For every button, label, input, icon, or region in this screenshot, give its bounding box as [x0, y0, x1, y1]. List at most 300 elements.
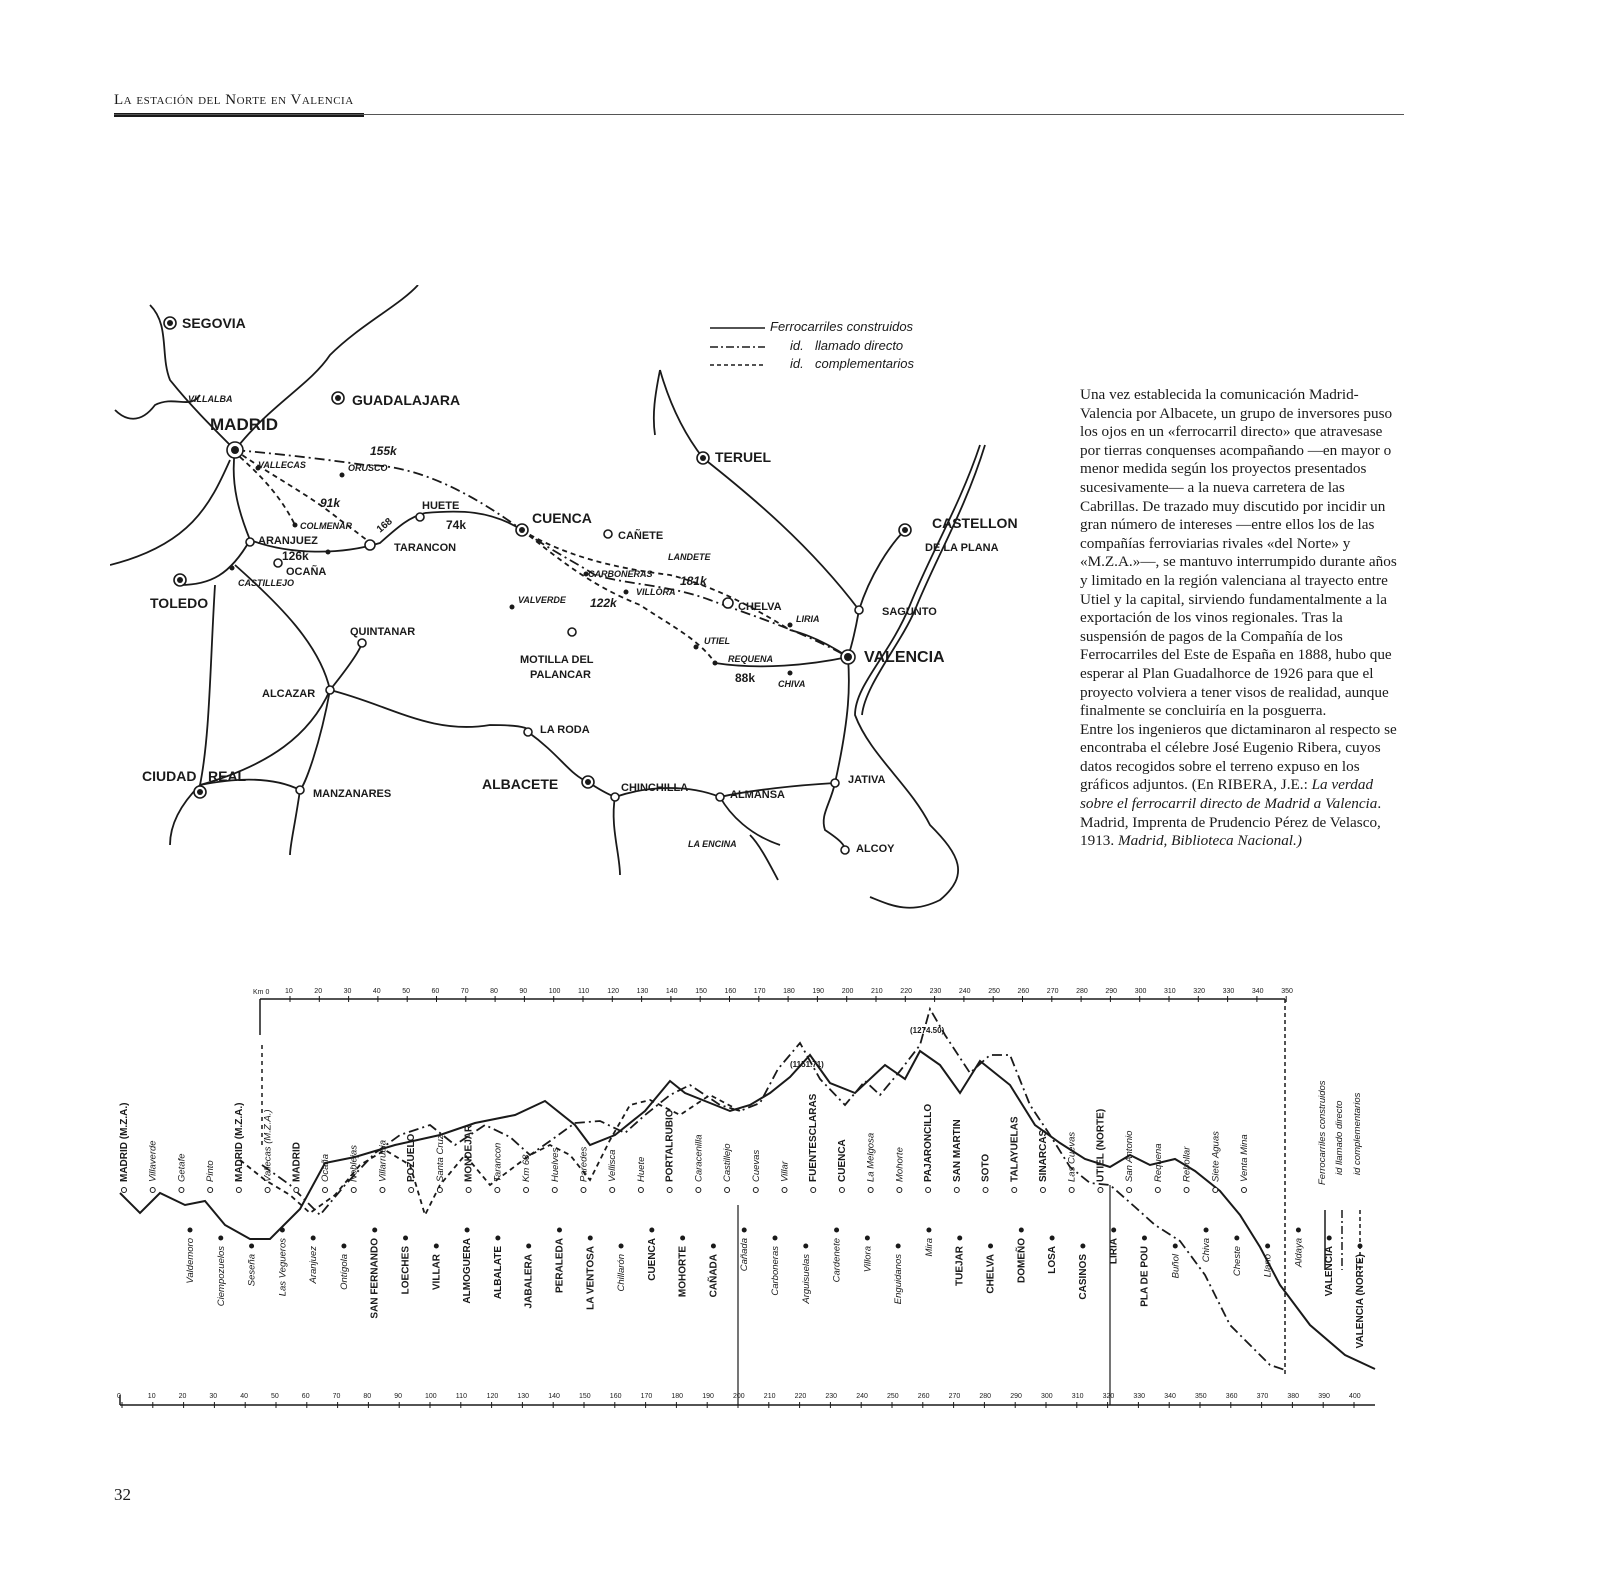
upper-station-label: Getafe — [176, 1153, 188, 1182]
lower-station-label: Valdemoro — [185, 1238, 196, 1284]
station-marker — [526, 1244, 531, 1249]
lower-station-label: Arguisuelas — [800, 1254, 812, 1304]
city-liria: LIRIA — [796, 614, 820, 624]
station-marker — [868, 1188, 873, 1193]
city-villalba: VILLALBA — [188, 394, 233, 404]
rail-jativa-valencia — [835, 657, 849, 783]
distance-168: 168 — [374, 516, 395, 536]
station-marker — [1111, 1228, 1116, 1233]
running-head: La estación del Norte en Valencia — [114, 92, 354, 108]
upper-station-label: Pinto — [205, 1160, 217, 1182]
lower-station — [678, 1236, 689, 1298]
city-landete: LANDETE — [668, 552, 711, 562]
upper-station — [119, 1103, 130, 1193]
lower-station-label: Aranjuez — [308, 1246, 320, 1284]
rail-toledo-ciudadreal — [200, 585, 215, 785]
city-colmenar: COLMENAR — [300, 521, 352, 531]
station-marker — [1327, 1236, 1332, 1241]
city-orusco: ORUSCO — [348, 463, 388, 473]
station-marker — [323, 1188, 328, 1193]
station-marker — [803, 1244, 808, 1249]
rail-teruel-north — [654, 370, 660, 435]
upper-station — [1067, 1132, 1078, 1193]
lower-station-label: CHELVA — [985, 1254, 997, 1294]
lower-station — [1263, 1244, 1274, 1278]
upper-station — [837, 1139, 848, 1192]
city-valencia: VALENCIA — [864, 649, 945, 666]
station-marker — [437, 1188, 442, 1193]
station-marker — [311, 1236, 316, 1241]
upper-station-label: Venta Mina — [1239, 1134, 1250, 1182]
upper-station — [1182, 1146, 1193, 1193]
city-ciudad: CIUDAD — [142, 768, 197, 784]
railway-map — [110, 285, 1040, 940]
page-number: 32 — [114, 1485, 131, 1504]
upper-station-label: MADRID (M.Z.A.) — [119, 1102, 130, 1182]
city-carboneras: CARBONERAS — [588, 569, 653, 579]
bottom-tick-label: 260 — [917, 1393, 930, 1400]
lower-station — [706, 1244, 719, 1298]
lower-station — [1293, 1228, 1304, 1269]
profile-legend-constructed: Ferrocarriles construidos — [1317, 1080, 1328, 1185]
top-tick-label: 290 — [1105, 988, 1118, 995]
bottom-tick-label: 180 — [671, 1393, 684, 1400]
top-tick-label: 40 — [372, 988, 381, 995]
lower-station — [1170, 1244, 1181, 1279]
top-tick-label: 50 — [402, 988, 410, 995]
lower-station-label: Enguidanos — [893, 1254, 905, 1305]
upper-station-label: SOTO — [980, 1153, 992, 1182]
lower-station-label: Aldaya — [1293, 1238, 1305, 1268]
upper-station-label: Noblejas — [348, 1145, 360, 1182]
bottom-tick-label: 390 — [1318, 1393, 1330, 1400]
lower-station-label: VILLAR — [431, 1254, 443, 1291]
lower-station — [986, 1244, 997, 1294]
upper-station — [464, 1124, 475, 1193]
lower-station — [770, 1236, 781, 1296]
lower-station — [431, 1244, 442, 1291]
bottom-tick-label: 0 — [117, 1393, 121, 1400]
station-marker — [557, 1228, 562, 1233]
top-tick-label: 160 — [724, 988, 737, 995]
bottom-tick-label: 30 — [209, 1393, 218, 1400]
lower-station-label: LOSA — [1047, 1246, 1059, 1274]
upper-station-label: POZUELO — [406, 1133, 418, 1182]
upper-station-label: Santa Cruz — [434, 1134, 446, 1182]
upper-station — [320, 1154, 331, 1193]
rail-alcazar-manzanares — [300, 690, 330, 790]
lower-station — [801, 1244, 812, 1305]
station-marker — [588, 1236, 593, 1241]
upper-station — [866, 1133, 877, 1193]
lower-station — [1047, 1236, 1058, 1274]
upper-station-label: Caracenilla — [693, 1134, 705, 1182]
upper-station — [1124, 1131, 1135, 1193]
upper-station-label: Villarrubia — [377, 1139, 389, 1182]
top-tick-label: 100 — [548, 988, 561, 995]
rail-laroda-albacete — [528, 732, 588, 782]
upper-station — [751, 1150, 762, 1193]
station-marker — [1204, 1228, 1209, 1233]
lower-station-label: Las Vegueros — [277, 1238, 289, 1297]
station-marker — [926, 1228, 931, 1233]
station-marker — [581, 1188, 586, 1193]
upper-station-label: Huelves — [549, 1147, 561, 1182]
lower-station — [647, 1228, 658, 1281]
upper-station-label: MONDEJAR — [463, 1124, 475, 1182]
lower-station-label: PLA DE POU — [1139, 1246, 1151, 1307]
caption-paragraph-1: Una vez establecida la comunicación Madrid-Valencia por Albacete, un grupo de inversores puso los ojos en un «ferrocarril directo» que atravesase por tierras conquenses acompañando —en mayor o menor medida según los proyectos presentados sucesivamente— a la nueva carretera de las Cabrillas. De trazado muy discutido por incidir un gran número de intereses —entre ellos los de las compañías ferroviarias rivales «del Norte» y «M.Z.A.»—, se mantuvo interrumpido durante años y limitado en la región valenciana al trayecto entre Utiel y la capital, sirviendo fundamentalmente a la exportación de los vinos regionales. Tras la suspensión de pagos de la Compañía de los Ferrocarriles del Este de España en 1888, hubo que esperar al Plan Guadalhorce de 1926 para que el proyecto volviera a tener visos de realidad, aunque finalmente se concluiría en la posguerra. — [1080, 386, 1397, 720]
city-motilla-2: PALANCAR — [530, 669, 591, 681]
station-marker — [265, 1188, 270, 1193]
station-marker — [294, 1188, 299, 1193]
upper-station — [1239, 1134, 1250, 1192]
profile-constructed — [120, 1051, 1375, 1369]
city-canete: CAÑETE — [618, 530, 664, 542]
station-marker — [1012, 1188, 1017, 1193]
lower-station — [1201, 1228, 1212, 1263]
lower-station — [370, 1228, 381, 1319]
lower-station-label: TUEJAR — [954, 1246, 966, 1287]
station-marker — [1234, 1236, 1239, 1241]
station-marker — [649, 1228, 654, 1233]
lower-station — [216, 1236, 227, 1307]
top-tick-label: 230 — [929, 988, 942, 995]
city-teruel: TERUEL — [715, 449, 771, 465]
top-tick-label: 340 — [1251, 988, 1264, 995]
top-tick-label: 60 — [431, 988, 440, 995]
lower-station-label: Seseña — [246, 1254, 258, 1287]
bottom-tick-label: 300 — [1041, 1393, 1053, 1400]
lower-station — [339, 1244, 350, 1290]
upper-station — [1009, 1116, 1020, 1192]
city-chiva: CHIVA — [778, 679, 806, 689]
rail-alcazar-quintanar — [330, 643, 362, 690]
lower-station — [247, 1244, 258, 1287]
upper-station-label: MADRID — [291, 1142, 303, 1182]
station-marker — [1265, 1244, 1270, 1249]
legend-direct: llamado directo — [815, 338, 904, 353]
bottom-tick-label: 160 — [609, 1393, 622, 1400]
station-marker — [465, 1228, 470, 1233]
upper-station-label: SINARCAS — [1037, 1129, 1049, 1182]
upper-station-label: UTIEL (NORTE) — [1095, 1108, 1107, 1182]
bottom-tick-label: 350 — [1195, 1393, 1207, 1400]
caption-location: Madrid, Biblioteca Nacional.) — [1117, 832, 1302, 850]
upper-station — [722, 1143, 733, 1192]
upper-station — [349, 1145, 360, 1193]
top-tick-label: 110 — [578, 988, 590, 995]
top-tick-label: 330 — [1222, 988, 1235, 995]
upper-station-label: Requena — [1152, 1143, 1164, 1182]
upper-station-label: Villar — [779, 1161, 791, 1182]
lower-station — [862, 1236, 873, 1273]
lower-station — [308, 1236, 319, 1285]
lower-station — [185, 1228, 196, 1284]
upper-station-label: PORTALRUBIO — [664, 1109, 676, 1182]
top-tick-label: 140 — [665, 988, 678, 995]
station-marker — [1069, 1188, 1074, 1193]
station-marker — [811, 1188, 816, 1193]
rail-madrid-west — [110, 460, 230, 565]
bottom-tick-label: 170 — [640, 1393, 653, 1400]
lower-station — [401, 1236, 412, 1295]
upper-station-label: Ocaña — [320, 1154, 332, 1182]
station-marker — [466, 1188, 471, 1193]
upper-station-label: TALAYUELAS — [1009, 1116, 1021, 1182]
station-marker — [696, 1188, 701, 1193]
lower-station-label: SAN FERNANDO — [369, 1238, 381, 1319]
station-marker — [988, 1244, 993, 1249]
city-alcazar: ALCAZAR — [262, 688, 316, 700]
top-tick-label: 260 — [1017, 988, 1030, 995]
station-marker — [983, 1188, 988, 1193]
station-marker — [1040, 1188, 1045, 1193]
upper-station-label: PAJARONCILLO — [923, 1103, 935, 1182]
station-marker — [897, 1188, 902, 1193]
bottom-tick-label: 370 — [1256, 1393, 1269, 1400]
lower-station-label: DOMEÑO — [1016, 1238, 1028, 1283]
lower-station-label: VALENCIA — [1324, 1246, 1336, 1297]
top-axis-ticks — [285, 988, 1293, 1002]
station-marker — [742, 1228, 747, 1233]
top-tick-label: 180 — [783, 988, 795, 995]
top-axis-prefix: Km 0 — [253, 989, 270, 996]
bottom-tick-label: 80 — [363, 1393, 372, 1400]
upper-station-label: Vellisca — [607, 1149, 619, 1182]
city-chinchilla: CHINCHILLA — [621, 782, 689, 794]
station-marker — [1213, 1188, 1218, 1193]
station-marker — [1050, 1236, 1055, 1241]
city-sagunto: SAGUNTO — [882, 606, 937, 618]
station-marker — [839, 1188, 844, 1193]
station-marker — [619, 1244, 624, 1249]
city-castellon-1: CASTELLON — [932, 515, 1018, 531]
legend-direct-prefix: id. — [790, 338, 804, 353]
lower-station-label: MOHORTE — [677, 1246, 689, 1298]
city-requena: REQUENA — [728, 654, 774, 664]
elevation-profile — [110, 985, 1410, 1440]
city-la-encina: LA ENCINA — [688, 839, 737, 849]
station-marker — [1098, 1188, 1103, 1193]
station-marker — [773, 1236, 778, 1241]
upper-station — [923, 1104, 934, 1193]
upper-station — [1210, 1131, 1221, 1193]
bottom-tick-label: 40 — [240, 1393, 248, 1400]
city-vallecas: VALLECAS — [258, 460, 306, 470]
upper-station — [377, 1140, 388, 1193]
station-marker — [403, 1236, 408, 1241]
station-marker — [1242, 1188, 1247, 1193]
lower-station — [832, 1228, 843, 1283]
station-marker — [495, 1236, 500, 1241]
station-marker — [1127, 1188, 1132, 1193]
lower-station-label: ALMOGUERA — [462, 1238, 474, 1304]
bottom-tick-label: 360 — [1225, 1393, 1238, 1400]
lower-station-labels — [185, 1228, 1366, 1349]
upper-station — [1153, 1143, 1164, 1192]
upper-station — [1038, 1129, 1049, 1192]
lower-station-label: Ciempozuelos — [215, 1246, 227, 1307]
city-toledo: TOLEDO — [150, 595, 209, 611]
top-tick-label: 320 — [1193, 988, 1205, 995]
lower-station-label: CASINOS — [1077, 1254, 1089, 1300]
lower-station-label: JABALERA — [523, 1254, 535, 1309]
lower-station-label: Chiva — [1201, 1238, 1213, 1263]
city-albacete: ALBACETE — [482, 776, 559, 792]
top-tick-label: 10 — [285, 988, 293, 995]
station-marker — [1173, 1244, 1178, 1249]
lower-station — [585, 1236, 596, 1310]
top-tick-label: 300 — [1134, 988, 1147, 995]
upper-station-labels — [119, 1093, 1250, 1192]
distance-122: 122k — [590, 596, 617, 610]
city-guadalajara: GUADALAJARA — [352, 392, 461, 408]
station-marker — [236, 1188, 241, 1193]
legend-complementary-prefix: id. — [790, 356, 804, 371]
upper-station — [981, 1154, 992, 1193]
distance-126: 126k — [282, 549, 309, 563]
upper-station-label: Villaverde — [147, 1140, 159, 1182]
upper-station — [780, 1160, 791, 1192]
station-marker — [495, 1188, 500, 1193]
upper-station — [894, 1147, 905, 1192]
top-tick-label: 20 — [314, 988, 323, 995]
station-marker — [1296, 1228, 1301, 1233]
lower-station-label: Chillarón — [616, 1254, 628, 1292]
upper-station-label: Rebollar — [1181, 1146, 1193, 1182]
bottom-tick-label: 280 — [979, 1393, 992, 1400]
lower-station — [739, 1228, 750, 1272]
upper-station — [148, 1140, 159, 1192]
lower-station-label: VALENCIA (NORTE) — [1355, 1254, 1366, 1349]
city-segovia: SEGOVIA — [182, 315, 246, 331]
top-tick-label: 250 — [988, 988, 1000, 995]
top-tick-label: 200 — [841, 988, 854, 995]
lower-station — [924, 1228, 935, 1257]
upper-station-label: Cuevas — [750, 1149, 762, 1182]
station-marker — [1142, 1236, 1147, 1241]
top-tick-label: 310 — [1164, 988, 1176, 995]
upper-station — [176, 1153, 187, 1192]
lower-station-label: Ontígola — [338, 1254, 350, 1290]
city-madrid: MADRID — [210, 415, 278, 434]
upper-station-label: Km 68 — [521, 1154, 533, 1182]
lower-station — [277, 1228, 288, 1297]
upper-station-label: La Melgosa — [865, 1132, 877, 1182]
lower-station-label: ALBALATE — [492, 1246, 504, 1300]
bottom-tick-label: 190 — [702, 1393, 714, 1400]
bottom-tick-label: 200 — [733, 1393, 745, 1400]
legend-complementary: complementarios — [815, 356, 914, 371]
upper-station-label: MADRID (M.Z.A.) — [233, 1102, 245, 1182]
lower-station — [1139, 1236, 1150, 1307]
top-tick-label: 150 — [695, 988, 707, 995]
lower-station-label: Buñol — [1170, 1254, 1182, 1279]
bottom-tick-label: 320 — [1102, 1393, 1115, 1400]
lower-station-label: Mira — [923, 1238, 935, 1257]
rail-sagunto-castellon — [859, 530, 905, 610]
station-marker — [341, 1244, 346, 1249]
station-marker — [638, 1188, 643, 1193]
top-tick-label: 190 — [812, 988, 825, 995]
station-marker — [954, 1188, 959, 1193]
city-chelva: CHELVA — [738, 601, 782, 613]
station-marker — [1155, 1188, 1160, 1193]
distance-91: 91k — [320, 496, 341, 510]
bottom-tick-label: 60 — [301, 1393, 310, 1400]
profile-legend-complementary: id complementarios — [1352, 1092, 1363, 1175]
upper-station — [607, 1150, 618, 1193]
lower-station — [955, 1236, 966, 1287]
station-marker — [208, 1188, 213, 1193]
bottom-tick-label: 100 — [425, 1393, 437, 1400]
station-marker — [680, 1236, 685, 1241]
city-castellon-2: DE LA PLANA — [925, 542, 999, 554]
top-tick-label: 30 — [343, 988, 352, 995]
station-marker — [434, 1244, 439, 1249]
upper-station-label: SAN MARTIN — [951, 1119, 963, 1182]
bottom-tick-label: 270 — [948, 1393, 961, 1400]
bottom-tick-label: 70 — [332, 1393, 341, 1400]
city-jativa: JATIVA — [848, 774, 886, 786]
bottom-tick-label: 10 — [147, 1393, 156, 1400]
city-aranjuez: ARANJUEZ — [258, 535, 318, 547]
lower-station-label: Llano — [1262, 1254, 1274, 1278]
caption-paragraph-2: Entre los ingenieros que dictaminaron al respecto se encontraba el célebre José Eugenio Ribera, cuyos datos recogidos sobre el terreno expuso en los gráficos adjuntos. (En RIBERA, J.E.: La verdad sobre el ferrocarril directo de Madrid a Valencia. Madrid, Imprenta de Prudencio Pérez de Velasco, 1913. Madrid, Biblioteca Nacional.) — [1080, 720, 1397, 850]
bottom-tick-label: 290 — [1010, 1393, 1022, 1400]
rail-alcazar-laroda — [330, 690, 529, 732]
top-tick-label: 80 — [490, 988, 498, 995]
distance-74: 74k — [446, 518, 467, 532]
station-marker — [122, 1188, 127, 1193]
upper-station-label: Siete Aguas — [1210, 1131, 1222, 1182]
upper-station — [550, 1147, 561, 1192]
upper-station-label: Huete — [635, 1156, 647, 1182]
upper-station — [665, 1109, 676, 1192]
lower-station-label: Cheste — [1231, 1246, 1243, 1277]
top-tick-label: 220 — [900, 988, 912, 995]
top-tick-label: 350 — [1281, 988, 1293, 995]
lower-station-label: Cardenete — [831, 1238, 843, 1283]
station-marker — [380, 1188, 385, 1193]
upper-station — [1095, 1109, 1106, 1193]
bottom-tick-label: 220 — [794, 1393, 807, 1400]
legend-constructed: Ferrocarriles construidos — [770, 319, 914, 334]
station-marker — [280, 1228, 285, 1233]
upper-station — [492, 1143, 503, 1193]
peak-label-2: (1151.71) — [790, 1060, 824, 1069]
city-villora: VILLORA — [636, 587, 676, 597]
upper-station — [693, 1134, 704, 1192]
city-huete: HUETE — [422, 500, 460, 512]
rail-laencina-south — [750, 835, 778, 880]
caption-book-title: La verdad sobre el ferrocarril directo de Madrid a Valencia — [1080, 776, 1378, 813]
lower-station-label: Carboneras — [770, 1246, 781, 1296]
bottom-tick-label: 240 — [856, 1393, 868, 1400]
station-marker — [753, 1188, 758, 1193]
station-marker — [524, 1188, 529, 1193]
city-motilla-1: MOTILLA DEL — [520, 654, 594, 666]
lower-station-label: LOECHES — [400, 1246, 412, 1295]
map-legend — [710, 319, 914, 371]
city-manzanares: MANZANARES — [313, 788, 392, 800]
bottom-tick-label: 90 — [394, 1393, 402, 1400]
station-marker — [896, 1244, 901, 1249]
upper-station-label: Vallecas (M.Z.A.) — [262, 1109, 274, 1182]
bottom-tick-label: 340 — [1164, 1393, 1176, 1400]
station-marker — [926, 1188, 931, 1193]
